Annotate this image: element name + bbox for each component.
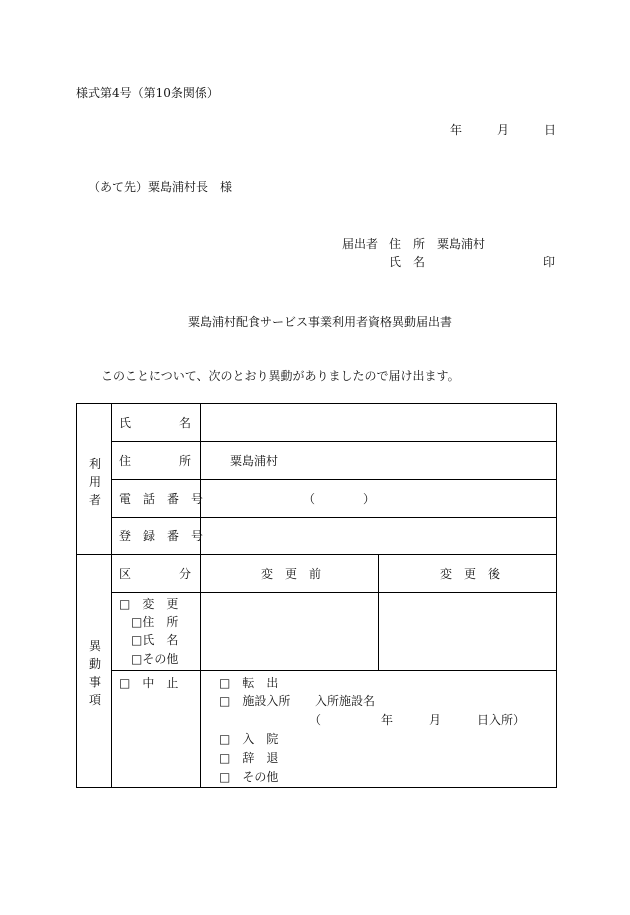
- stop-option-withdraw[interactable]: □ 辞 退: [219, 751, 279, 765]
- date-day: 日: [544, 123, 557, 137]
- change-option-other[interactable]: □その他: [131, 652, 179, 666]
- seal-mark: 印: [543, 255, 556, 269]
- change-option-address[interactable]: □住 所: [131, 615, 179, 629]
- stop-option-hospital[interactable]: □ 入 院: [219, 732, 279, 746]
- user-group-char-1: 利: [89, 457, 102, 471]
- stop-checkbox[interactable]: □ 中 止: [119, 676, 179, 690]
- user-phone-value: （ ）: [303, 492, 376, 506]
- change-group-char-3: 事: [89, 675, 102, 689]
- addressee-prefix: （あて先）: [88, 180, 149, 194]
- change-checkbox[interactable]: □ 変 更: [119, 597, 179, 611]
- intro-text: このことについて、次のとおり異動がありましたので届け出ます。: [101, 369, 460, 383]
- applicant-name-label: 氏 名: [389, 255, 426, 269]
- form-table: [76, 403, 557, 788]
- applicant-label: 届出者: [342, 237, 379, 251]
- applicant-address-label: 住 所: [389, 237, 426, 251]
- change-group-char-4: 項: [89, 693, 102, 707]
- facility-entry-date: （ 年 月 日入所）: [309, 713, 526, 727]
- category-label: 区 分: [119, 567, 192, 581]
- user-reg-label: 登 録 番 号: [119, 529, 204, 543]
- user-group-char-2: 用: [89, 475, 102, 489]
- user-address-value: 粟島浦村: [230, 454, 279, 468]
- applicant-address-value: 粟島浦村: [437, 237, 486, 251]
- document-title: 粟島浦村配食サービス事業利用者資格異動届出書: [188, 315, 453, 329]
- facility-name-label: 入所施設名: [315, 694, 376, 708]
- user-group-char-3: 者: [89, 493, 102, 507]
- date-month: 月: [497, 123, 510, 137]
- form-number: 様式第4号（第10条関係）: [76, 86, 219, 100]
- addressee-name: 粟島浦村長 様: [148, 180, 233, 194]
- stop-option-facility[interactable]: □ 施設入所: [219, 694, 291, 708]
- user-phone-label: 電 話 番 号: [119, 492, 204, 506]
- change-group-char-1: 異: [89, 639, 102, 653]
- user-address-label: 住 所: [119, 454, 192, 468]
- stop-option-other[interactable]: □ その他: [219, 770, 279, 784]
- stop-option-moved[interactable]: □ 転 出: [219, 676, 279, 690]
- date-year: 年: [450, 123, 463, 137]
- change-group-char-2: 動: [89, 657, 102, 671]
- change-option-name[interactable]: □氏 名: [131, 633, 179, 647]
- after-label: 変 更 後: [440, 567, 501, 581]
- before-label: 変 更 前: [261, 567, 322, 581]
- user-name-label: 氏 名: [119, 416, 192, 430]
